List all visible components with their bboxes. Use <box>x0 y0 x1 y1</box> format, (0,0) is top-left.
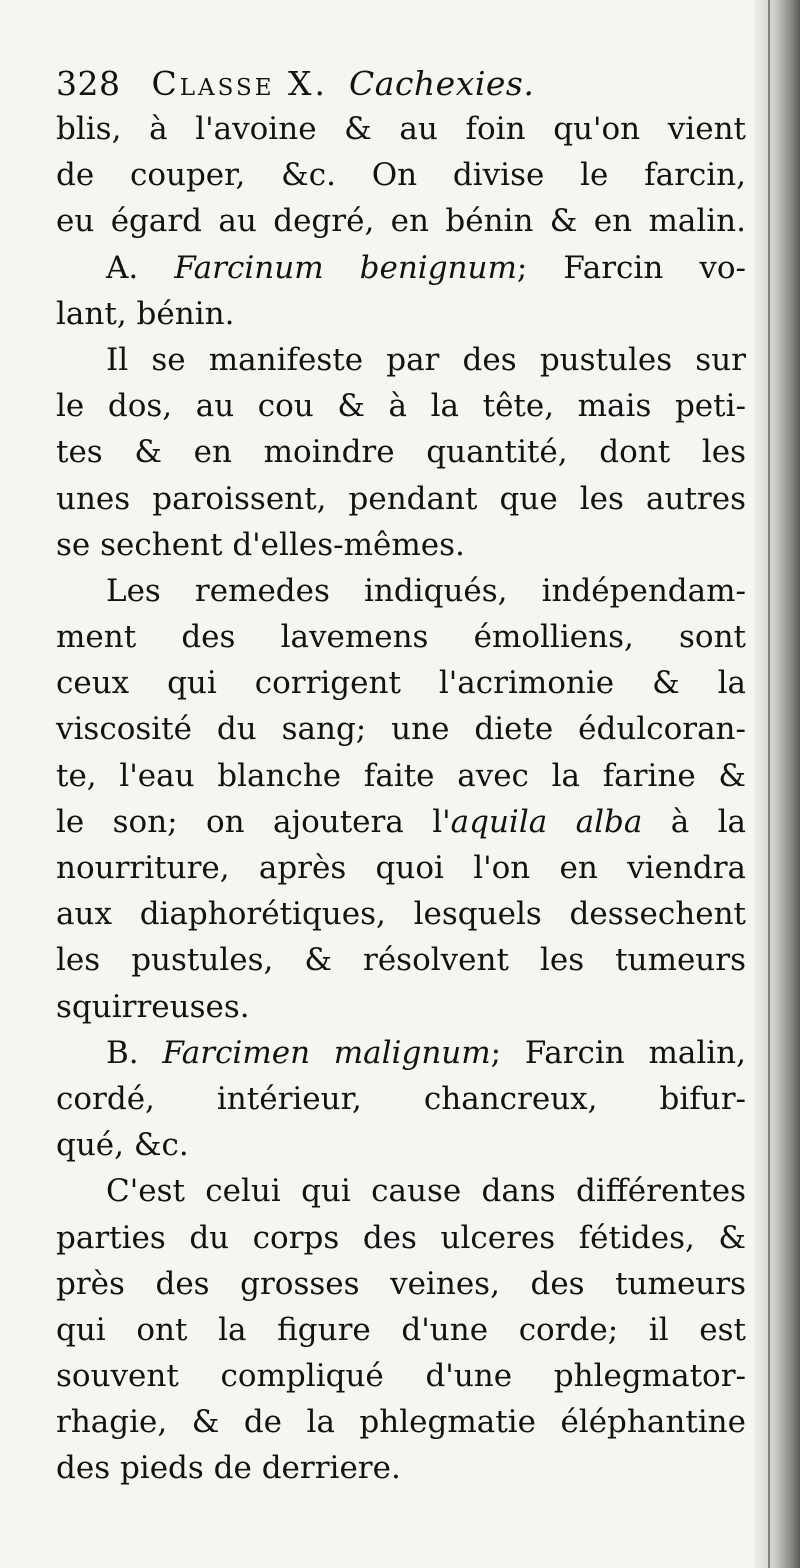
text-line: le son; on ajoutera l'aquila alba à la <box>56 803 746 840</box>
text-line: ceux qui corrigent l'acrimonie & la <box>56 665 746 702</box>
latin-term: aquila alba <box>450 803 643 840</box>
text-line: te, l'eau blanche faite avec la farine & <box>56 757 746 794</box>
text-line: squirreuses. <box>56 988 250 1025</box>
text-line: eu égard au degré, en bénin & en malin. <box>56 203 746 240</box>
text-line: blis, à l'avoine & au foin qu'on vient <box>56 111 746 147</box>
text-line: B. Farcimen malignum; Farcin malin, <box>106 1034 746 1071</box>
latin-term: Farcinum benignum <box>174 249 517 286</box>
latin-term: Farcimen malignum <box>162 1034 491 1071</box>
text-line: de couper, &c. On divise le farcin, <box>56 157 746 194</box>
header-classe: Classe X. <box>151 64 329 103</box>
text-line: ment des lavemens émolliens, sont <box>56 619 746 656</box>
text-line: qué, &c. <box>56 1127 189 1164</box>
text-line: les pustules, & résolvent les tumeurs <box>56 942 746 979</box>
header-section: Cachexies. <box>349 64 535 103</box>
page-text <box>56 62 746 1492</box>
binding-edge <box>768 0 770 1568</box>
text-line: unes paroissent, pendant que les autres <box>56 480 746 517</box>
text-line: cordé, intérieur, chancreux, bifur- <box>56 1080 746 1117</box>
text-line: souvent compliqué d'une phlegmator- <box>56 1358 746 1395</box>
text-line: Les remedes indiqués, indépendam- <box>106 572 746 609</box>
text-line: des pieds de derriere. <box>56 1450 401 1487</box>
text-line: nourriture, après quoi l'on en viendra <box>56 850 746 886</box>
page-number: 328 <box>56 64 121 103</box>
text-line: près des grosses veines, des tumeurs <box>56 1265 746 1302</box>
text-line: tes & en moindre quantité, dont les <box>56 434 746 471</box>
body-text <box>56 106 746 1492</box>
text-line: A. Farcinum benignum; Farcin vo- <box>106 249 746 286</box>
page-gutter-shadow <box>754 0 800 1568</box>
text-line: se sechent d'elles-mêmes. <box>56 526 465 563</box>
running-header <box>56 62 746 106</box>
text-line: Il se manifeste par des pustules sur <box>106 341 746 378</box>
text-line: viscosité du sang; une diete édulcoran- <box>56 711 746 748</box>
text-line: parties du corps des ulceres fétides, & <box>56 1219 746 1256</box>
text-line: qui ont la figure d'une corde; il est <box>56 1311 746 1348</box>
text-line: le dos, au cou & à la tête, mais peti- <box>56 388 746 425</box>
text-line: C'est celui qui cause dans différentes <box>106 1173 746 1210</box>
text-line: rhagie, & de la phlegmatie éléphantine <box>56 1404 746 1441</box>
text-line: aux diaphorétiques, lesquels dessechent <box>56 896 746 933</box>
text-line: lant, bénin. <box>56 295 235 332</box>
